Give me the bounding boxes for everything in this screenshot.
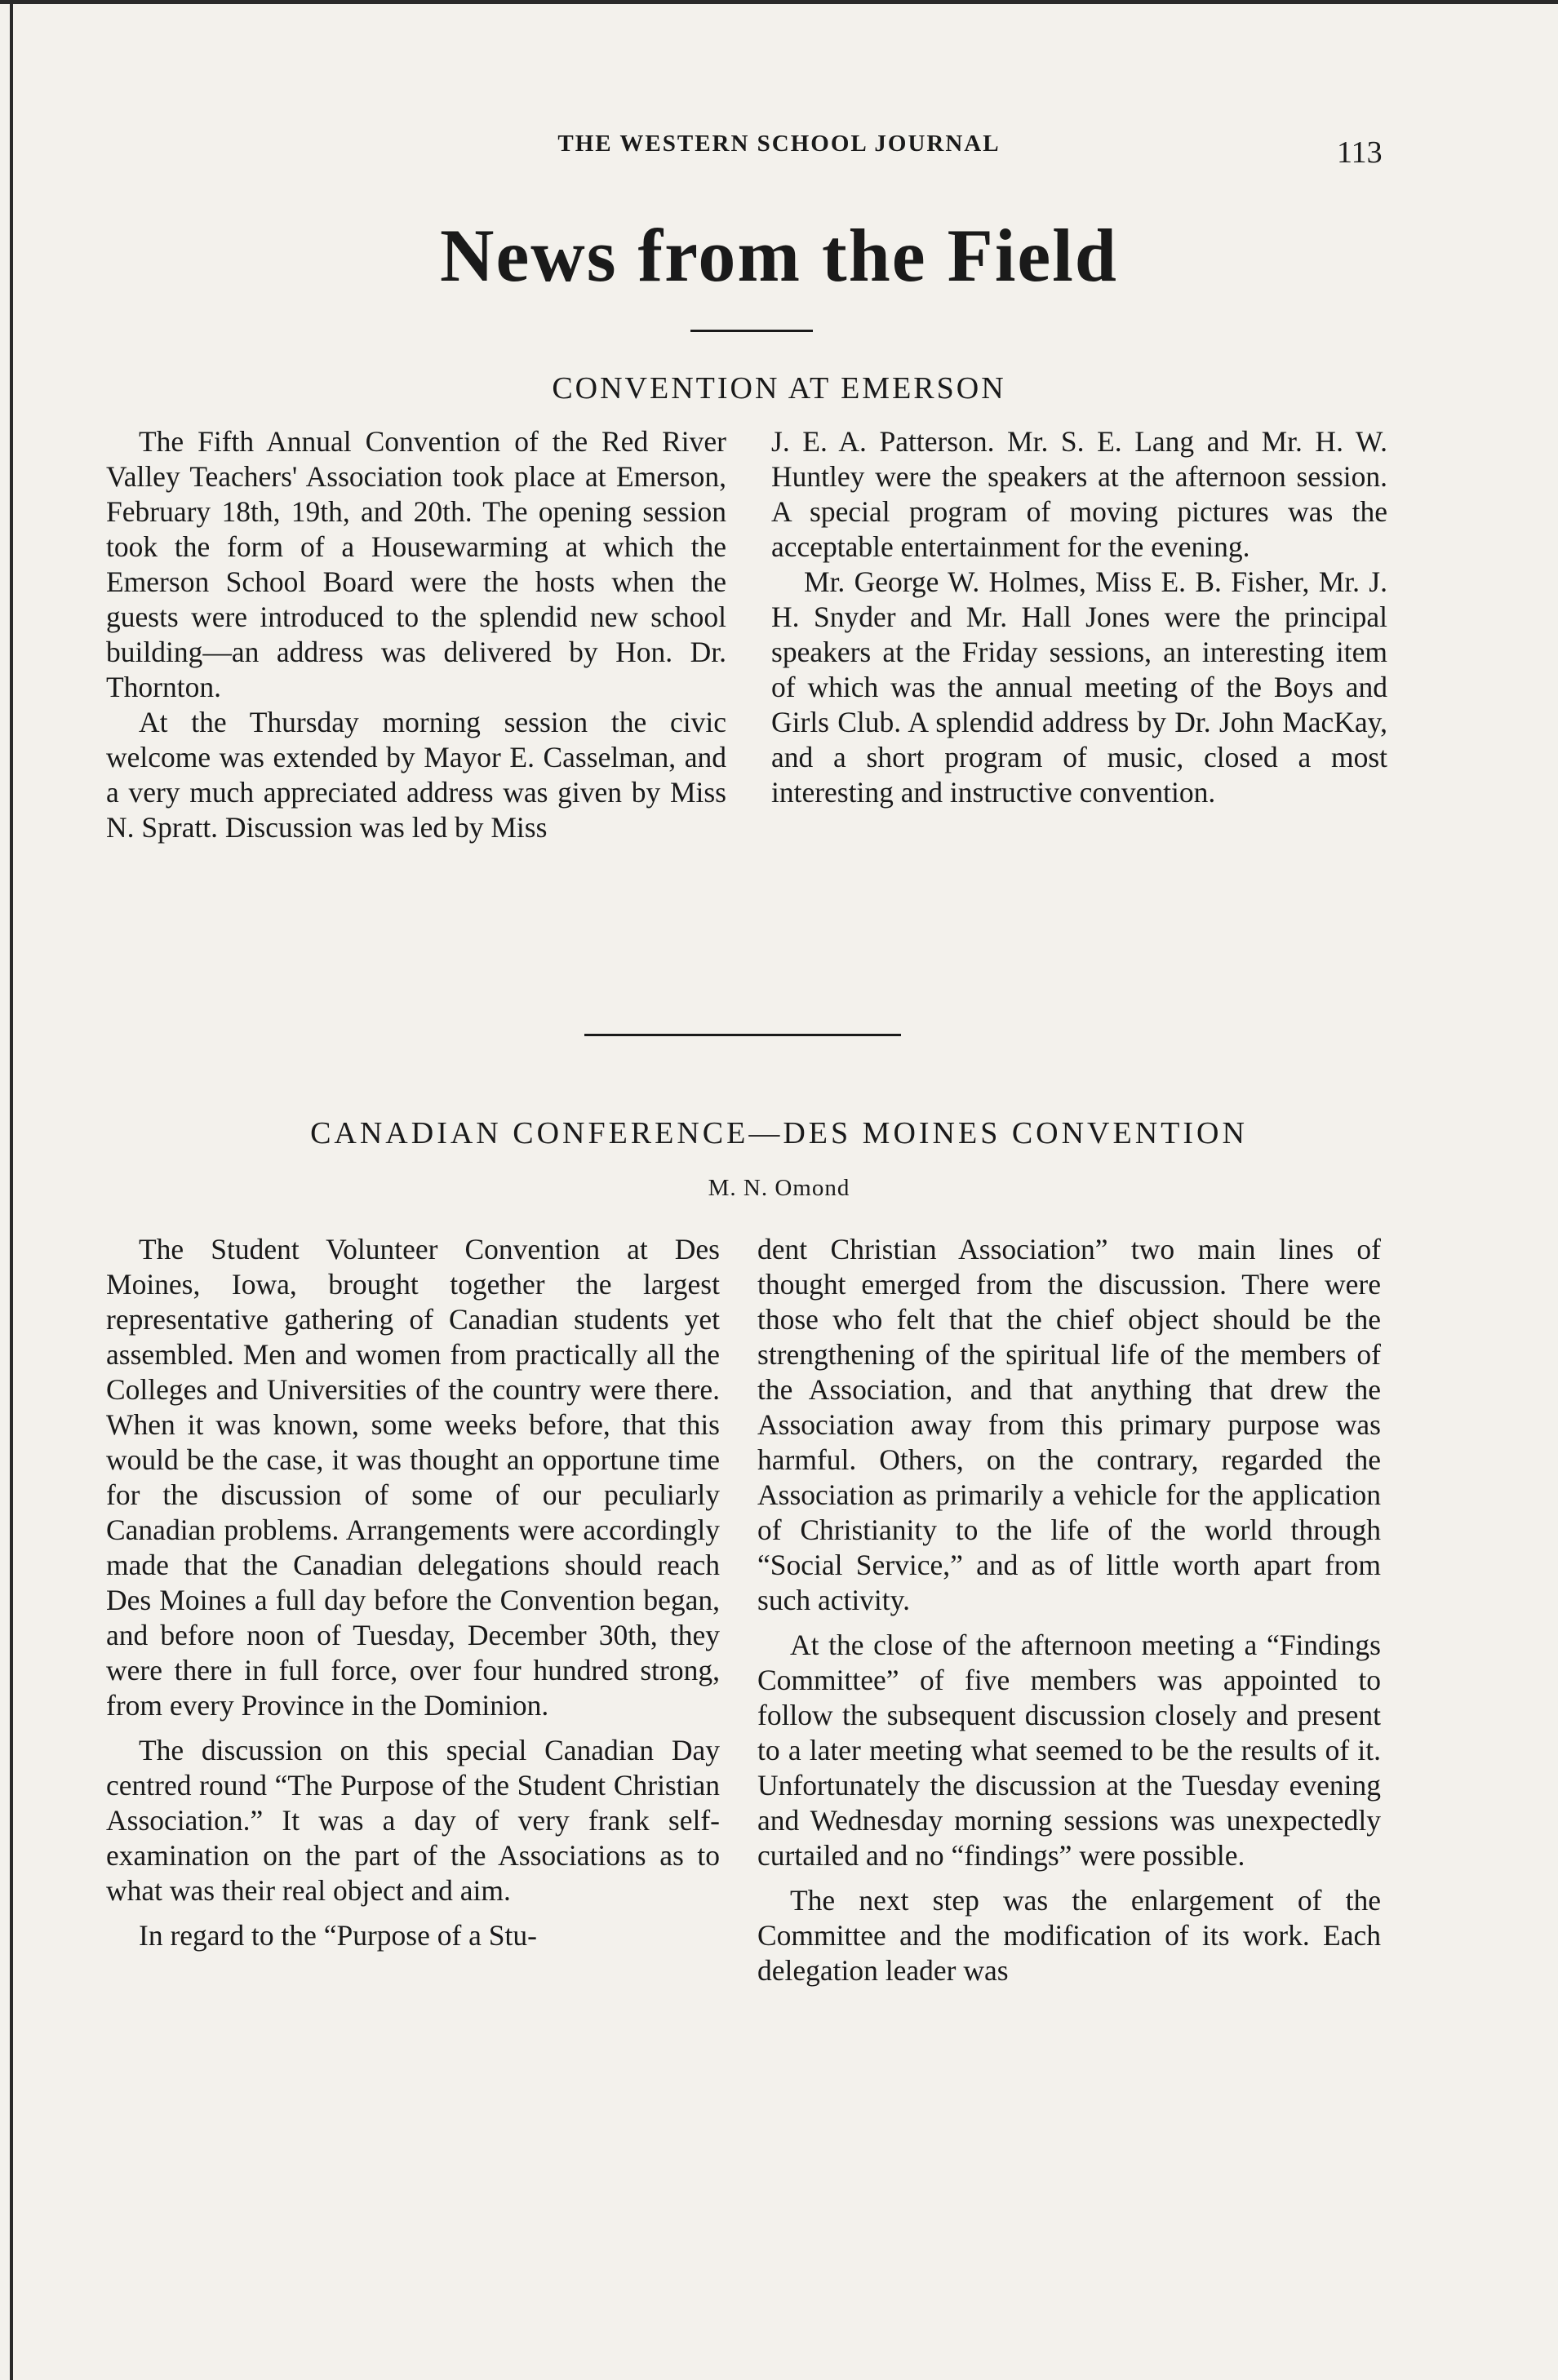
page-number: 113	[1337, 135, 1383, 170]
article-byline: M. N. Omond	[708, 1175, 850, 1201]
article2-paragraph: In regard to the “Purpose of a Stu-	[139, 1919, 537, 1952]
article2-paragraph: The next step was the enlargement of the Committee and the modification of its work. Each delegation leader was	[757, 1884, 1381, 1987]
page-title: News from the Field	[440, 214, 1118, 297]
article2-paragraph: dent Christian Association” two main lines of thought emerged from the discussion. There were those who felt that the chief object should be the strengthening of the spiritual life of the members of the Association, and that anything that drew the Association away from this primary purpose was harmful. Others, on the contrary, regarded the Association as primarily a vehicle for the application of Christianity to the life of the world through “Social Service,” and as of little worth apart from such activity.	[757, 1233, 1381, 1616]
running-head: THE WESTERN SCHOOL JOURNAL	[557, 131, 1001, 157]
article1-paragraph: J. E. A. Patterson. Mr. S. E. Lang and Mr. H. W. Huntley were the speakers at the afternoon session. A special program of moving pictures was the acceptable entertainment for the evening.	[771, 425, 1387, 563]
article2-paragraph: At the close of the afternoon meeting a “Findings Committee” of five members was appointed to follow the subsequent discussion closely and present to a later meeting what seemed to be the results of it. Unfortunately the discussion at the Tuesday evening and Wednesday morning sessions was unexpectedly curtailed and no “findings” were possible.	[757, 1629, 1381, 1872]
page-top-edge	[0, 0, 1558, 4]
article2-right-column	[757, 1232, 1381, 1988]
title-rule	[690, 330, 813, 332]
article1-paragraph: The Fifth Annual Convention of the Red River Valley Teachers' Association took place at Emerson, February 18th, 19th, and 20th. The opening session took the form of a Housewarming at which the Emerson School Board were the hosts when the guests were introduced to the splendid new school building—an address was delivered by Hon. Dr. Thornton.	[106, 425, 726, 703]
article-heading-convention-at-emerson: CONVENTION AT EMERSON	[552, 371, 1006, 406]
article2-paragraph: The discussion on this special Canadian Day centred round “The Purpose of the Student Christian Association.” It was a day of very frank self-examination on the part of the Associations as to what was their real object and aim.	[106, 1734, 720, 1907]
section-divider-rule	[584, 1034, 901, 1036]
article2-left-column	[106, 1232, 720, 1953]
article1-left-column	[106, 424, 726, 845]
article1-paragraph: At the Thursday morning session the civic welcome was extended by Mayor E. Casselman, and a very much appreciated address was given by Miss N. Spratt. Discussion was led by Miss	[106, 706, 726, 844]
article1-right-column	[771, 424, 1387, 810]
article1-paragraph: Mr. George W. Holmes, Miss E. B. Fisher, Mr. J. H. Snyder and Mr. Hall Jones were the principal speakers at the Friday sessions, an interesting item of which was the annual meeting of the Boys and Girls Club. A splendid address by Dr. John MacKay, and a short program of music, closed a most interesting and instructive convention.	[771, 565, 1387, 809]
article2-paragraph: The Student Volunteer Convention at Des Moines, Iowa, brought together the largest representative gathering of Canadian students yet assembled. Men and women from practically all the Colleges and Universities of the country were there. When it was known, some weeks before, that this would be the case, it was thought an opportune time for the discussion of some of our peculiarly Canadian problems. Arrangements were accordingly made that the Canadian delegations should reach Des Moines a full day before the Convention began, and before noon of Tuesday, December 30th, they were there in full force, over four hundred strong, from every Province in the Dominion.	[106, 1233, 720, 1722]
article-heading-canadian-conference: CANADIAN CONFERENCE—DES MOINES CONVENTION	[310, 1116, 1248, 1150]
